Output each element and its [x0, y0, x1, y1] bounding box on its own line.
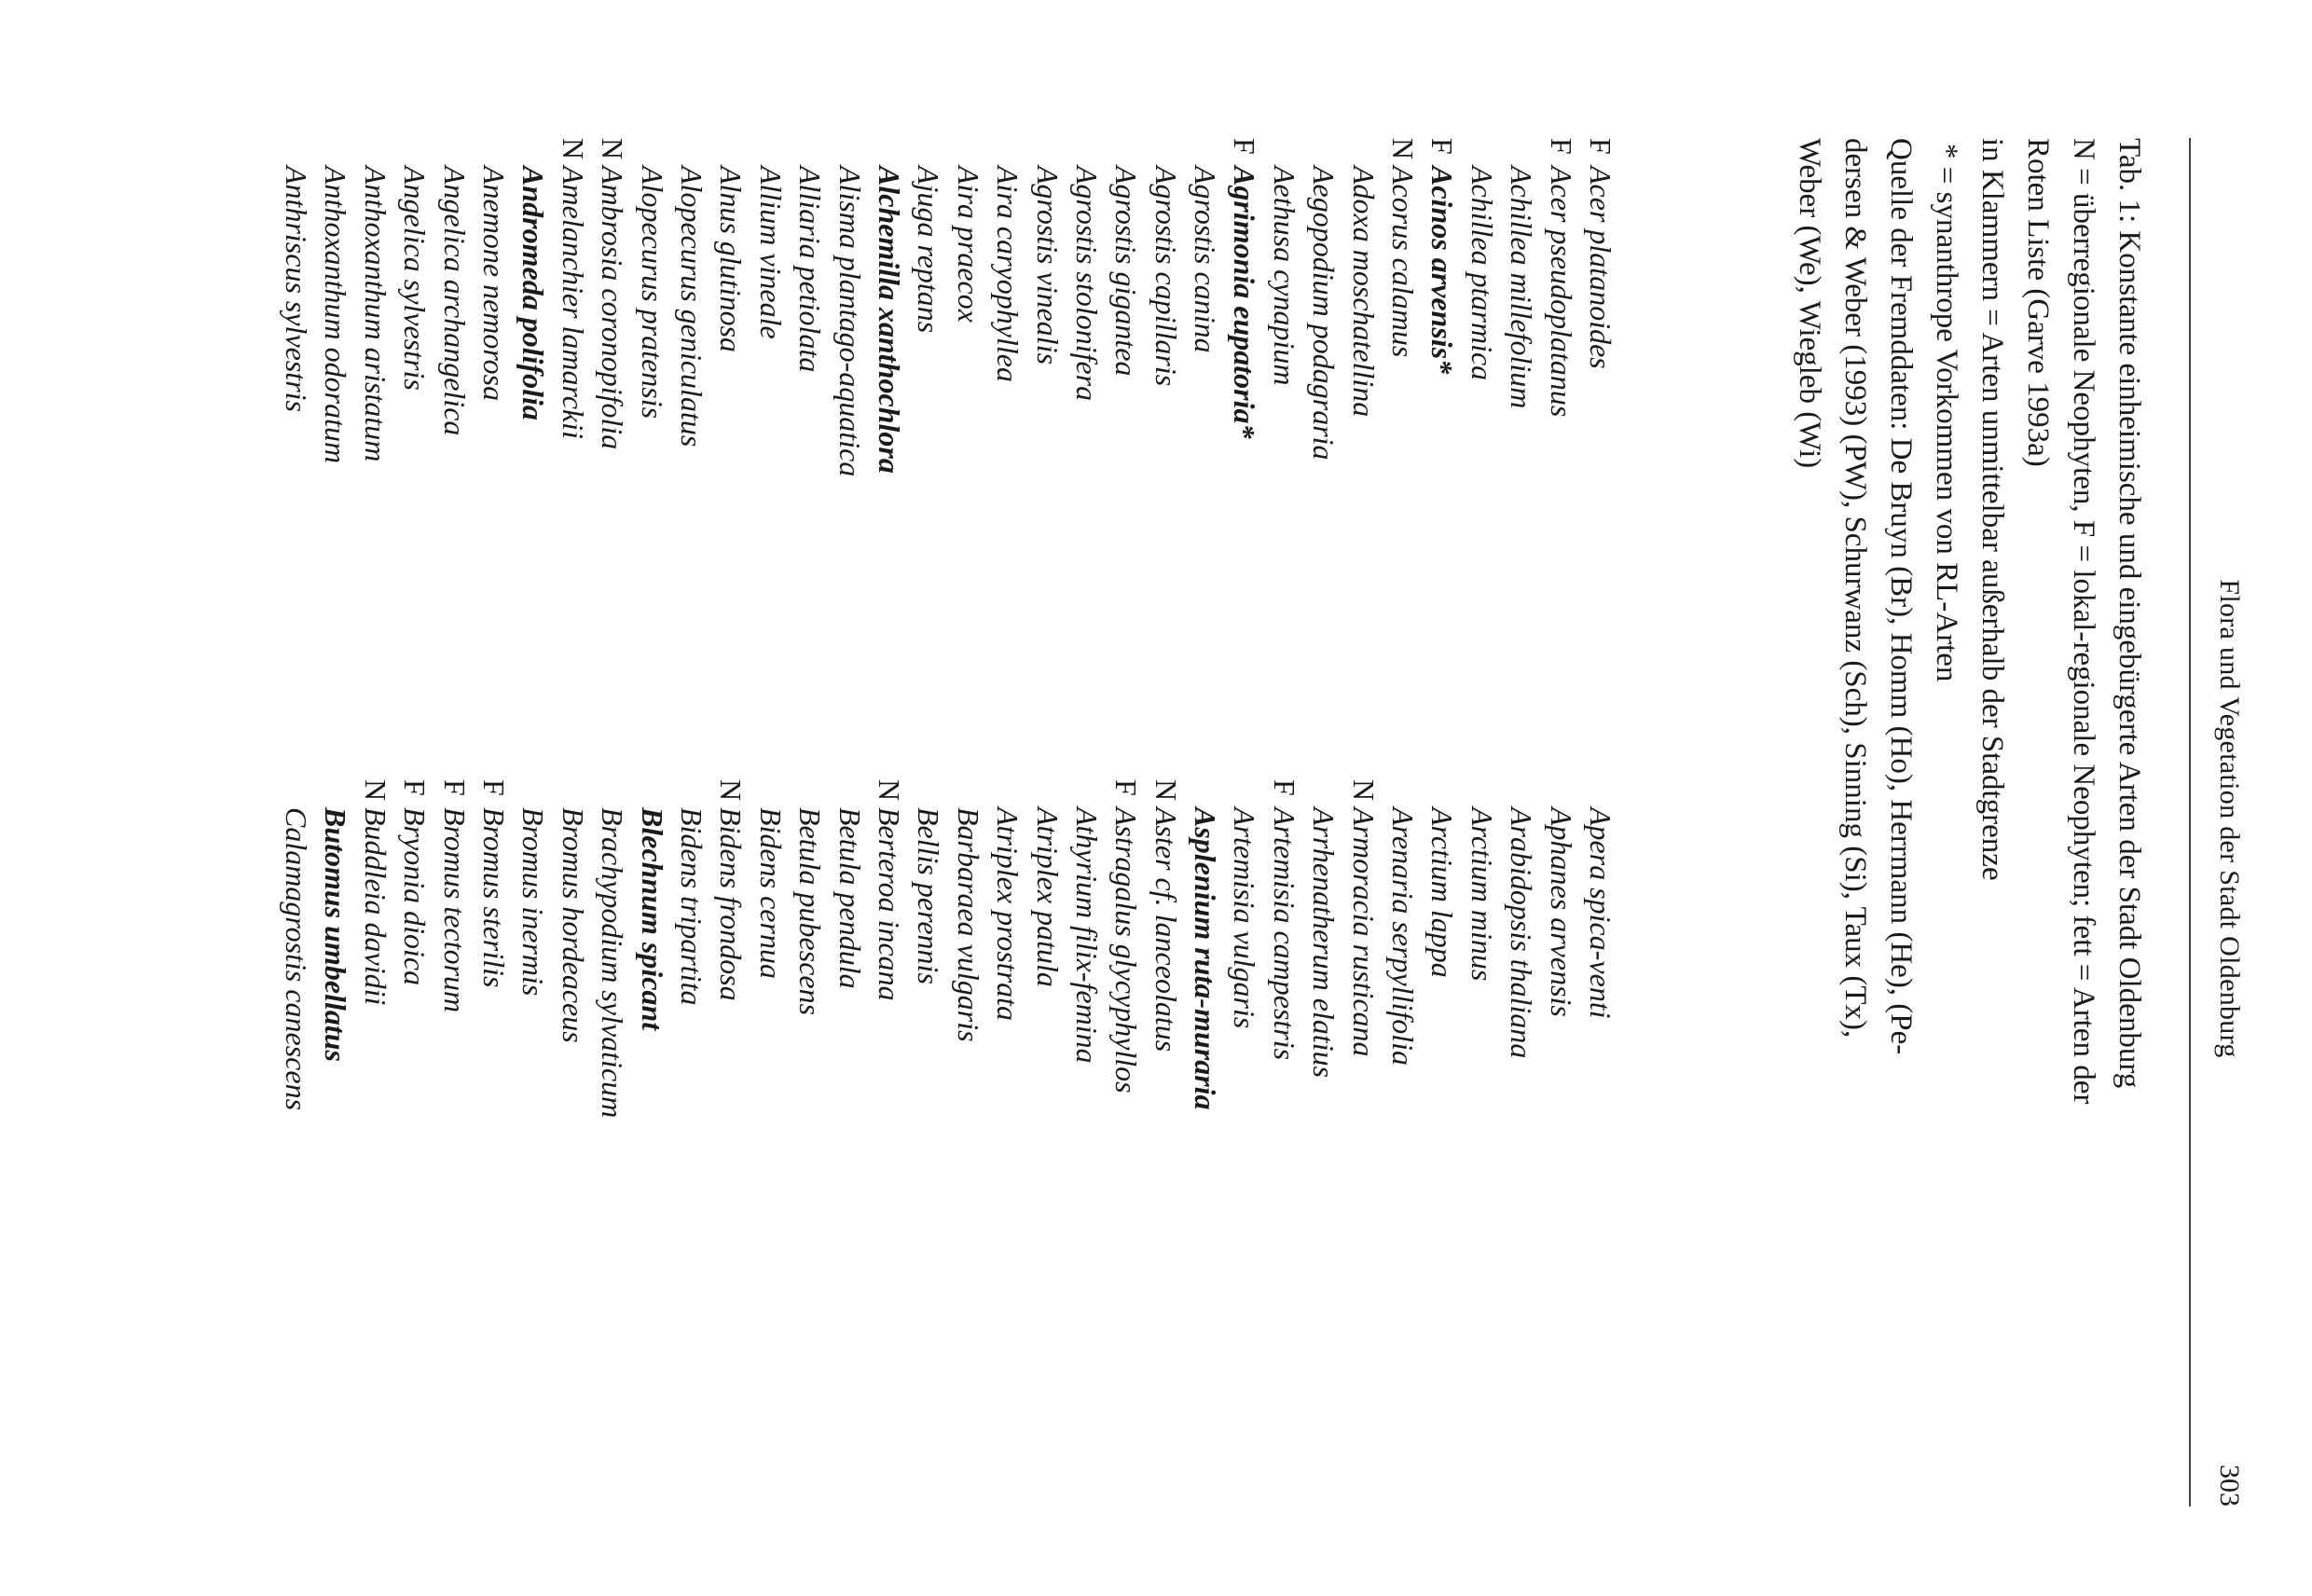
species-row: [553, 779, 592, 1432]
species-row: [791, 779, 830, 1432]
species-name: Asplenium ruta-muraria: [1189, 807, 1223, 1110]
species-name: Artemisia campestris: [1267, 807, 1301, 1061]
neophyte-flag: [1225, 779, 1264, 807]
neophyte-flag: [1541, 779, 1580, 807]
species-row: [1186, 779, 1225, 1432]
species-row: [830, 138, 869, 791]
neophyte-flag: [434, 138, 474, 166]
species-name: Alchemilla xanthochlora: [872, 166, 906, 474]
species-row: [791, 138, 830, 791]
species-name: Anemone nemorosa: [477, 166, 512, 402]
species-row: [948, 138, 987, 791]
neophyte-flag: N: [1346, 779, 1381, 802]
species-name: Anthriscus sylvestris: [280, 166, 314, 412]
species-row: [1343, 779, 1383, 1432]
neophyte-flag: [1502, 138, 1541, 166]
neophyte-flag: [632, 779, 671, 807]
species-name: Ambrosia coronopifolia: [596, 166, 630, 450]
legend-line: dersen & Weber (1993) (PW), Schurwanz (Sch), Sinning (Si), Taux (Tx),: [1838, 138, 1872, 1039]
neophyte-flag: [316, 138, 355, 166]
species-row: [1107, 138, 1146, 791]
species-name: Athyrium filix-femina: [1069, 807, 1104, 1064]
species-row: [434, 138, 474, 791]
neophyte-flag: [870, 138, 909, 166]
species-name: Aegopodium podagraria: [1307, 166, 1342, 461]
page-number: 303: [2214, 1465, 2245, 1507]
species-row: [514, 138, 553, 791]
species-row: [1502, 779, 1541, 1432]
species-row: [1027, 138, 1067, 791]
species-row: [988, 138, 1027, 791]
species-name: Achillea millefolium: [1505, 166, 1539, 409]
species-name: Agrostis capillaris: [1149, 166, 1183, 387]
neophyte-flag: [395, 138, 434, 166]
table-title: Tab. 1: Konstante einheimische und eingebürgerte Arten der Stadt Oldenburg: [2112, 138, 2146, 1089]
neophyte-flag: F: [1425, 138, 1460, 155]
neophyte-flag: [909, 138, 948, 166]
neophyte-flag: [948, 138, 987, 166]
neophyte-flag: [1423, 779, 1462, 807]
species-row: [1541, 138, 1580, 791]
species-row: [356, 779, 395, 1432]
species-row: [395, 779, 434, 1432]
species-row: [1225, 779, 1264, 1432]
species-row: [1383, 779, 1423, 1432]
species-name: Anthoxanthum odoratum: [319, 166, 353, 464]
species-row: [988, 779, 1027, 1432]
species-row: [632, 138, 671, 791]
neophyte-flag: [672, 138, 711, 166]
species-name: Acer platanoides: [1584, 166, 1617, 369]
neophyte-flag: [1304, 138, 1343, 166]
species-name: Astragalus glycyphyllos: [1109, 807, 1144, 1094]
running-title: Flora und Vegetation der Stadt Oldenburg: [2214, 579, 2245, 1058]
neophyte-flag: [711, 138, 750, 166]
species-name: Barbaraea vulgaris: [951, 807, 985, 1042]
neophyte-flag: [1462, 779, 1501, 807]
neophyte-flag: F: [437, 779, 472, 796]
species-name: Bellis perennis: [912, 807, 946, 984]
species-name: Arabidopsis thaliana: [1505, 807, 1539, 1059]
species-name: Bidens cernua: [753, 807, 788, 979]
species-name: Bromus tectorum: [437, 807, 472, 1013]
neophyte-flag: [356, 138, 395, 166]
neophyte-flag: N: [1386, 138, 1421, 160]
species-row: [870, 138, 909, 791]
neophyte-flag: [632, 138, 671, 166]
species-name: Anthoxanthum aristatum: [358, 166, 392, 462]
neophyte-flag: [475, 138, 514, 166]
species-name: Arctium minus: [1465, 807, 1499, 982]
species-row: [277, 138, 316, 791]
species-row: [1502, 138, 1541, 791]
species-name: Buddleia davidii: [358, 807, 392, 1006]
neophyte-flag: N: [596, 138, 630, 160]
species-name: Berteroa incana: [872, 807, 906, 1001]
neophyte-flag: N: [556, 138, 590, 160]
species-row: [395, 138, 434, 791]
neophyte-flag: [1186, 138, 1225, 166]
species-row: [830, 779, 869, 1432]
legend-line: Quelle der Fremddaten: De Bruyn (Br), Homm (Ho), Herrmann (He), (Pe-: [1884, 138, 1918, 1055]
species-name: Alisma plantago-aquatica: [833, 166, 867, 477]
neophyte-flag: [553, 779, 592, 807]
neophyte-flag: [1581, 779, 1620, 807]
neophyte-flag: [1067, 779, 1107, 807]
species-row: [1225, 138, 1264, 791]
neophyte-flag: F: [1228, 138, 1262, 155]
species-name: Allium vineale: [753, 166, 788, 339]
species-name: Alopecurus pratensis: [635, 166, 669, 420]
species-row: [1423, 779, 1462, 1432]
neophyte-flag: [750, 138, 790, 166]
species-row: [672, 779, 711, 1432]
neophyte-flag: [1502, 779, 1541, 807]
species-name: Adoxa moschatellina: [1346, 166, 1381, 418]
species-name: Atriplex prostrata: [991, 807, 1025, 1022]
neophyte-flag: F: [1109, 779, 1144, 796]
page-header: [2198, 131, 2250, 1507]
neophyte-flag: F: [1584, 138, 1617, 155]
species-name: Aira praecox: [951, 166, 985, 323]
species-row: [277, 779, 316, 1432]
species-name: Acorus calamus: [1386, 166, 1421, 358]
species-name: Arrhenatherum elatius: [1307, 807, 1342, 1079]
neophyte-flag: [1107, 138, 1146, 166]
species-name: Agrimonia eupatoria*: [1228, 166, 1262, 439]
species-row: [1264, 779, 1303, 1432]
neophyte-flag: [316, 779, 355, 807]
species-row: [1462, 779, 1501, 1432]
species-name: Armoracia rusticana: [1346, 807, 1381, 1057]
species-row: [948, 779, 987, 1432]
species-name: Betula pendula: [833, 807, 867, 989]
species-row: [1146, 779, 1185, 1432]
species-row: [593, 138, 632, 791]
species-name: Artemisia vulgaris: [1228, 807, 1262, 1029]
neophyte-flag: [1343, 138, 1383, 166]
species-row: [1146, 138, 1185, 791]
neophyte-flag: N: [1149, 779, 1183, 802]
species-row: [553, 138, 592, 791]
neophyte-flag: F: [398, 779, 433, 796]
species-row: [711, 138, 750, 791]
legend-line: Weber (We), Wiegleb (Wi): [1793, 138, 1826, 469]
species-row: [316, 779, 355, 1432]
neophyte-flag: [1383, 779, 1423, 807]
neophyte-flag: [277, 138, 316, 166]
neophyte-flag: [1027, 138, 1067, 166]
neophyte-flag: [830, 779, 869, 807]
neophyte-flag: [750, 779, 790, 807]
neophyte-flag: [791, 779, 830, 807]
species-row: [1343, 138, 1383, 791]
species-row: [909, 779, 948, 1432]
species-name: Agrostis canina: [1189, 166, 1223, 353]
species-name: Bryonia dioica: [398, 807, 433, 986]
species-name: Arctium lappa: [1425, 807, 1460, 978]
species-name: Arenaria serpyllifolia: [1386, 807, 1421, 1066]
species-row: [672, 138, 711, 791]
species-row: [1581, 779, 1620, 1432]
neophyte-flag: [909, 779, 948, 807]
legend-line: Roten Liste (Garve 1993a): [2021, 138, 2055, 467]
species-name: Agrostis stolonifera: [1069, 166, 1104, 402]
species-row: [1383, 138, 1423, 791]
species-row: [750, 779, 790, 1432]
species-row: [632, 779, 671, 1432]
species-name: Aster cf. lanceolatus: [1149, 807, 1183, 1053]
species-row: [909, 138, 948, 791]
species-name: Andromeda polifolia: [516, 166, 551, 420]
species-name: Betula pubescens: [793, 807, 828, 1016]
species-row: [1541, 779, 1580, 1432]
species-name: Alnus glutinosa: [714, 166, 749, 353]
neophyte-flag: F: [1544, 138, 1578, 155]
neophyte-flag: [514, 138, 553, 166]
neophyte-flag: [948, 779, 987, 807]
species-row: [870, 779, 909, 1432]
neophyte-flag: [988, 779, 1027, 807]
species-name: Aira caryophyllea: [991, 166, 1025, 382]
neophyte-flag: [988, 138, 1027, 166]
species-name: Alliaria petiolata: [793, 166, 828, 373]
species-name: Acer pseudoplatanus: [1544, 166, 1578, 418]
species-row: [1264, 138, 1303, 791]
neophyte-flag: N: [714, 779, 749, 802]
species-name: Butomus umbellatus: [319, 807, 353, 1062]
legend-line: * = synanthrope Vorkommen von RL-Arten: [1930, 144, 1963, 682]
species-name: Apera spica-venti: [1584, 807, 1617, 1019]
neophyte-flag: [1146, 138, 1185, 166]
neophyte-flag: [830, 138, 869, 166]
neophyte-flag: [791, 138, 830, 166]
species-row: [434, 779, 474, 1432]
species-row: [1107, 779, 1146, 1432]
species-name: Acinos arvensis*: [1425, 166, 1460, 375]
species-name: Bidens frondosa: [714, 807, 749, 1001]
neophyte-flag: [1304, 779, 1343, 807]
species-row: [593, 779, 632, 1432]
species-row: [1186, 138, 1225, 791]
species-name: Agrostis gigantea: [1109, 166, 1144, 377]
species-row: [1067, 779, 1107, 1432]
species-name: Calamagrostis canescens: [280, 807, 314, 1111]
species-list-right: [277, 779, 1620, 1432]
species-row: [1067, 138, 1107, 791]
species-name: Bidens tripartita: [675, 807, 709, 1006]
neophyte-flag: N: [358, 779, 392, 802]
legend-line: N = überregionale Neophyten, F = lokal-regionale Neophyten; fett = Arten der: [2067, 138, 2100, 1105]
species-list-left: [277, 138, 1620, 791]
species-row: [711, 779, 750, 1432]
neophyte-flag: F: [1267, 779, 1301, 796]
species-name: Alopecurus geniculatus: [675, 166, 709, 447]
species-name: Angelica archangelica: [437, 166, 472, 436]
species-name: Agrostis vinealis: [1030, 166, 1065, 365]
legend-line: in Klammern = Arten unmittelbar außerhalb der Stadtgrenze: [1975, 138, 2009, 881]
species-row: [475, 779, 514, 1432]
neophyte-flag: [1027, 779, 1067, 807]
species-row: [1304, 779, 1343, 1432]
neophyte-flag: F: [477, 779, 512, 796]
species-name: Amelanchier lamarckii: [556, 166, 590, 439]
neophyte-flag: [1462, 138, 1501, 166]
species-row: [514, 779, 553, 1432]
species-row: [1462, 138, 1501, 791]
species-row: [316, 138, 355, 791]
species-row: [1581, 138, 1620, 791]
species-row: [750, 138, 790, 791]
species-name: Achillea ptarmica: [1465, 166, 1499, 381]
table-legend: [1786, 138, 2152, 1508]
species-name: Bromus sterilis: [477, 807, 512, 988]
species-name: Ajuga reptans: [912, 166, 946, 334]
neophyte-flag: [1264, 138, 1303, 166]
neophyte-flag: N: [872, 779, 906, 802]
species-name: Angelica sylvestris: [398, 166, 433, 391]
species-row: [356, 138, 395, 791]
neophyte-flag: [1186, 779, 1225, 807]
species-name: Aphanes arvensis: [1544, 807, 1578, 1017]
species-name: Brachypodium sylvaticum: [596, 807, 630, 1119]
species-name: Bromus inermis: [516, 807, 551, 997]
species-name: Blechnum spicant: [635, 807, 669, 1031]
neophyte-flag: [277, 779, 316, 807]
species-row: [475, 138, 514, 791]
species-name: Aethusa cynapium: [1267, 166, 1301, 386]
species-row: [1423, 138, 1462, 791]
species-name: Bromus hordeaceus: [556, 807, 590, 1043]
neophyte-flag: [1067, 138, 1107, 166]
neophyte-flag: [593, 779, 632, 807]
species-name: Atriplex patula: [1030, 807, 1065, 987]
species-row: [1027, 779, 1067, 1432]
neophyte-flag: [672, 779, 711, 807]
header-rule: [2189, 138, 2191, 1507]
neophyte-flag: [514, 779, 553, 807]
species-row: [1304, 138, 1343, 791]
